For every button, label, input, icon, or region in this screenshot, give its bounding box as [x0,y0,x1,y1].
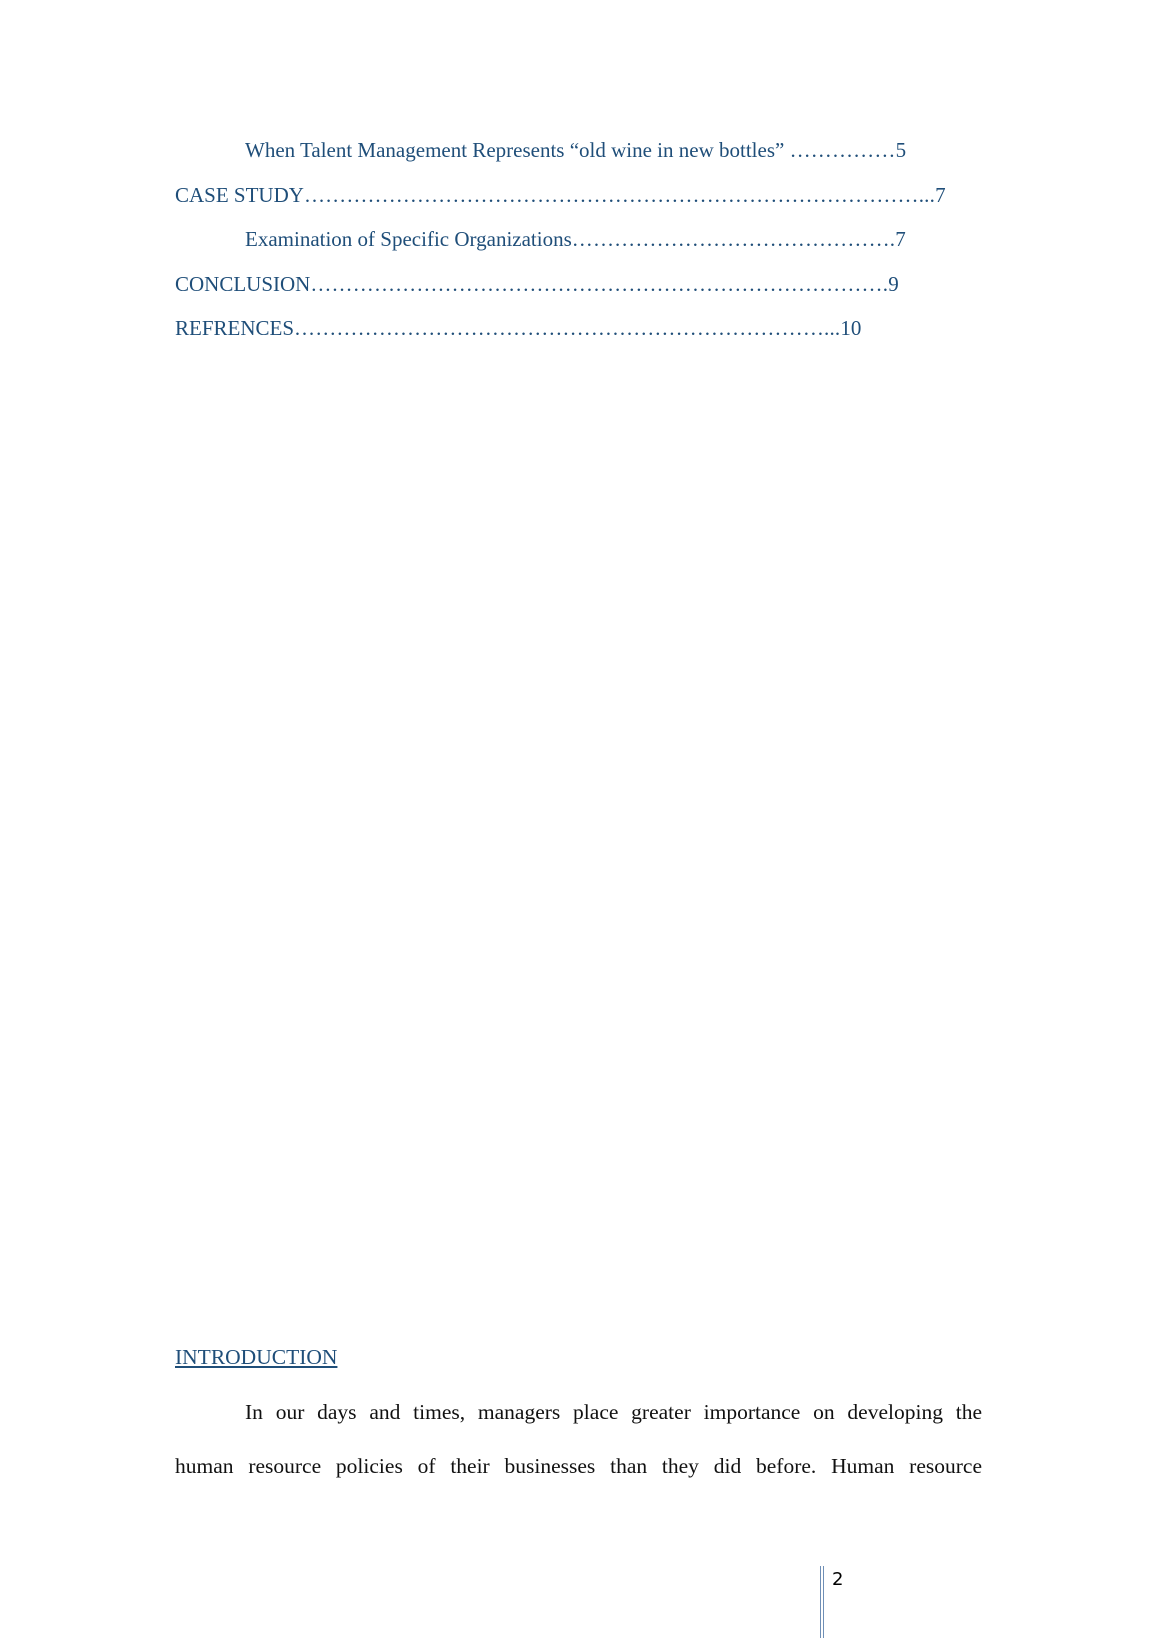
toc-dot-leader: ………………………………………………………………………. [310,271,889,296]
paragraph-line: human resource policies of their businesses than they did before. Human resource [175,1454,982,1478]
toc-entry-talent-management[interactable] [175,136,987,181]
page-number: 2 [832,1569,844,1590]
toc-dot-leader: ………………………………………. [571,227,896,251]
toc-dot-leader: ……………………………………………………………………………... [303,182,936,207]
toc-entry-title: CONCLUSION [175,271,311,296]
table-of-contents [175,136,987,359]
toc-page-number: 7 [935,182,946,207]
introduction-paragraph [175,1385,982,1493]
toc-entry-title: REFRENCES [175,316,295,340]
toc-entry-title: CASE STUDY [175,182,304,207]
toc-entry-conclusion[interactable] [175,270,987,315]
toc-page-number: 5 [895,138,907,162]
toc-dot-leader: …………… [789,138,896,162]
toc-entry-references[interactable] [175,314,987,359]
toc-dot-leader: …………………………………………………………………... [294,316,841,340]
toc-entry-title: When Talent Management Represents “old wine in new bottles” [245,138,790,162]
toc-entry-specific-organizations[interactable] [175,225,987,270]
toc-page-number: 7 [895,227,906,251]
toc-page-number: 9 [888,271,899,296]
toc-entry-case-study[interactable] [175,181,987,226]
toc-entry-title: Examination of Specific Organizations [245,227,572,251]
footer-divider [820,1566,824,1638]
paragraph-line: In our days and times, managers place greater importance on developing the [245,1400,982,1424]
introduction-heading[interactable]: INTRODUCTION [175,1345,338,1369]
toc-page-number: 10 [840,316,862,340]
